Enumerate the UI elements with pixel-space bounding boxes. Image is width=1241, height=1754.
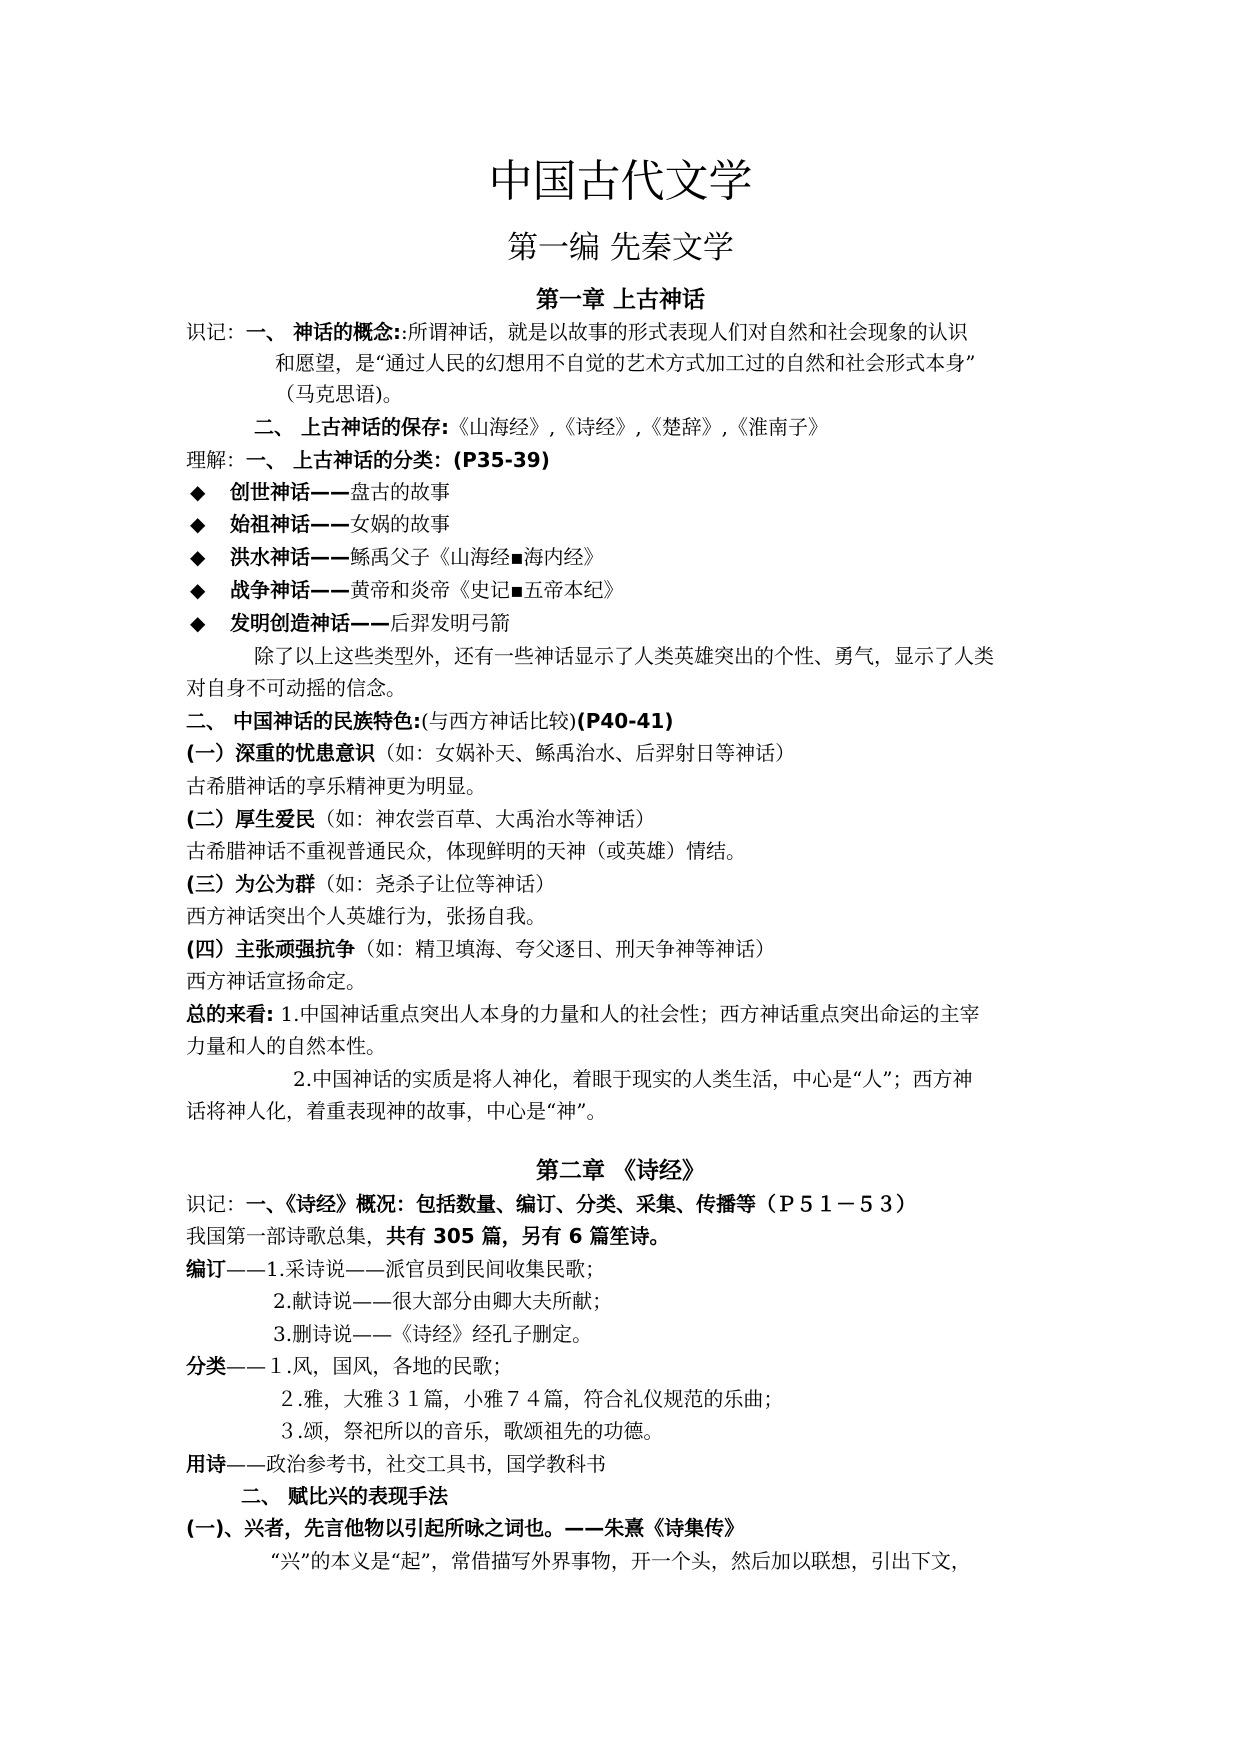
feature-title: (四）主张顽强抗争 [186, 937, 356, 961]
concept-line-3: （马克思语)。 [275, 382, 403, 406]
classification-item: ２.雅，大雅３１篇，小雅７４篇，符合礼仪规范的乐曲； [277, 1387, 784, 1411]
feature-examples: （如：尧杀子让位等神话） [315, 872, 556, 896]
concept-definition: :所谓神话，就是以故事的形式表现人们对自然和社会现象的认识 [400, 320, 968, 344]
feature-title: (二）厚生爱民 [186, 807, 316, 831]
bullet-item [190, 478, 450, 506]
usage-desc: ——政治参考书，社交工具书，国学教科书 [226, 1452, 606, 1476]
classification-label: 分类 [186, 1354, 226, 1378]
feature-title: (一）深重的忧患意识 [186, 741, 376, 765]
concept-line-1 [186, 318, 968, 346]
bullet-desc: 女娲的故事 [350, 512, 450, 536]
section-heading-classification: 一、 上古神话的分类：(P35-39) [246, 448, 550, 472]
preservation-line [254, 413, 828, 441]
bullet-desc: 盘古的故事 [350, 480, 450, 504]
overview-line [186, 1190, 916, 1218]
section-heading-concept: 一、 神话的概念: [246, 320, 401, 344]
bullet-term: 洪水神话—— [230, 545, 350, 569]
count-intro: 我国第一部诗歌总集， [186, 1224, 386, 1248]
bullet-item [190, 609, 510, 637]
part-heading: 第一编 先秦文学 [507, 230, 734, 266]
compilation-item: ——1.采诗说——派官员到民间收集民歌； [226, 1257, 606, 1281]
feature-heading [186, 805, 655, 833]
feature-examples: （如：神农尝百草、大禹治水等神话） [315, 807, 656, 831]
concept-line-2: 和愿望，是“通过人民的幻想用不自觉的艺术方式加工过的自然和社会形式本身” [275, 351, 976, 375]
compilation-label: 编订 [186, 1257, 226, 1281]
diamond-bullet-icon: ◆ [190, 480, 206, 504]
summary-line: 话将神人化，着重表现神的故事，中心是“神”。 [186, 1099, 607, 1123]
features-note: (与西方神话比较) [420, 709, 577, 733]
diamond-bullet-icon: ◆ [190, 545, 206, 569]
features-heading-line [186, 707, 673, 735]
bullet-item [190, 543, 604, 571]
feature-heading [186, 739, 795, 767]
diamond-bullet-icon: ◆ [190, 611, 206, 635]
feature-examples: （如：精卫填海、夸父逐日、刑天争神等神话） [355, 937, 776, 961]
section-heading-preservation: 二、 上古神话的保存: [254, 415, 449, 439]
bullet-desc: 黄帝和炎帝《史记▪五帝本纪》 [350, 578, 624, 602]
diamond-bullet-icon: ◆ [190, 512, 206, 536]
paragraph-line: 除了以上这些类型外，还有一些神话显示了人类英雄突出的个性、勇气，显示了人类 [254, 644, 994, 668]
feature-heading [186, 870, 555, 898]
feature-examples: （如：女娲补天、鲧禹治水、后羿射日等神话） [375, 741, 796, 765]
bullet-desc: 后羿发明弓箭 [390, 611, 510, 635]
preservation-sources: 《山海经》,《诗经》,《楚辞》,《淮南子》 [448, 415, 829, 439]
paragraph-line: 对自身不可动摇的信念。 [186, 676, 406, 700]
label-understand: 理解： [186, 448, 246, 472]
feature-heading [186, 935, 775, 963]
document-title: 中国古代文学 [488, 156, 753, 207]
feature-comparison: 西方神话宣扬命定。 [186, 969, 366, 993]
summary-line [186, 1000, 979, 1028]
label-memorize: 识记： [186, 320, 246, 344]
feature-title: (三）为公为群 [186, 872, 316, 896]
section-heading-features: 二、 中国神话的民族特色: [186, 709, 421, 733]
label-memorize: 识记： [186, 1192, 246, 1216]
bullet-desc: 鲧禹父子《山海经▪海内经》 [350, 545, 604, 569]
compilation-item: 3.删诗说——《诗经》经孔子删定。 [273, 1322, 593, 1346]
summary-line: 力量和人的自然本性。 [186, 1034, 386, 1058]
features-pages: (P40-41) [576, 709, 674, 733]
summary-point-1: 1.中国神话重点突出人本身的力量和人的社会性；西方神话重点突出命运的主宰 [274, 1002, 980, 1026]
bullet-term: 始祖神话—— [230, 512, 350, 536]
classification-line [186, 1352, 512, 1380]
bullet-item [190, 576, 624, 604]
usage-label: 用诗 [186, 1452, 226, 1476]
chapter-1-heading: 第一章 上古神话 [535, 287, 705, 313]
classification-item: ３.颂，祭祀所以的音乐，歌颂祖先的功德。 [277, 1419, 664, 1443]
section-heading-fubixing: 二、 赋比兴的表现手法 [241, 1484, 448, 1508]
compilation-line [186, 1255, 605, 1283]
classification-line [186, 446, 550, 474]
bullet-term: 发明创造神话—— [230, 611, 390, 635]
section-heading-overview: 一、《诗经》概况：包括数量、编订、分类、采集、传播等（Ｐ５１－５３） [246, 1192, 916, 1216]
feature-comparison: 古希腊神话不重视普通民众，体现鲜明的天神（或英雄）情结。 [186, 839, 746, 863]
count-value: 共有 305 篇，另有 6 篇笙诗。 [386, 1224, 670, 1248]
bullet-item [190, 510, 450, 538]
feature-comparison: 西方神话突出个人英雄行为，张扬自我。 [186, 904, 546, 928]
chapter-2-heading: 第二章 《诗经》 [535, 1158, 705, 1184]
count-line [186, 1222, 670, 1250]
feature-comparison: 古希腊神话的享乐精神更为明显。 [186, 774, 486, 798]
bullet-term: 战争神话—— [230, 578, 350, 602]
diamond-bullet-icon: ◆ [190, 578, 206, 602]
summary-line: 2.中国神话的实质是将人神化，着眼于现实的人类生活，中心是“人”；西方神 [293, 1067, 973, 1091]
compilation-item: 2.献诗说——很大部分由卿大夫所献； [273, 1289, 613, 1313]
xing-heading: (一)、兴者，先言他物以引起所咏之词也。——朱熹《诗集传》 [186, 1516, 745, 1540]
summary-label: 总的来看: [186, 1002, 274, 1026]
usage-line [186, 1450, 606, 1478]
bullet-term: 创世神话—— [230, 480, 350, 504]
xing-paragraph: “兴”的本义是“起”，常借描写外界事物，开一个头，然后加以联想，引出下文， [270, 1549, 971, 1573]
classification-item: ——１.风，国风，各地的民歌； [226, 1354, 513, 1378]
